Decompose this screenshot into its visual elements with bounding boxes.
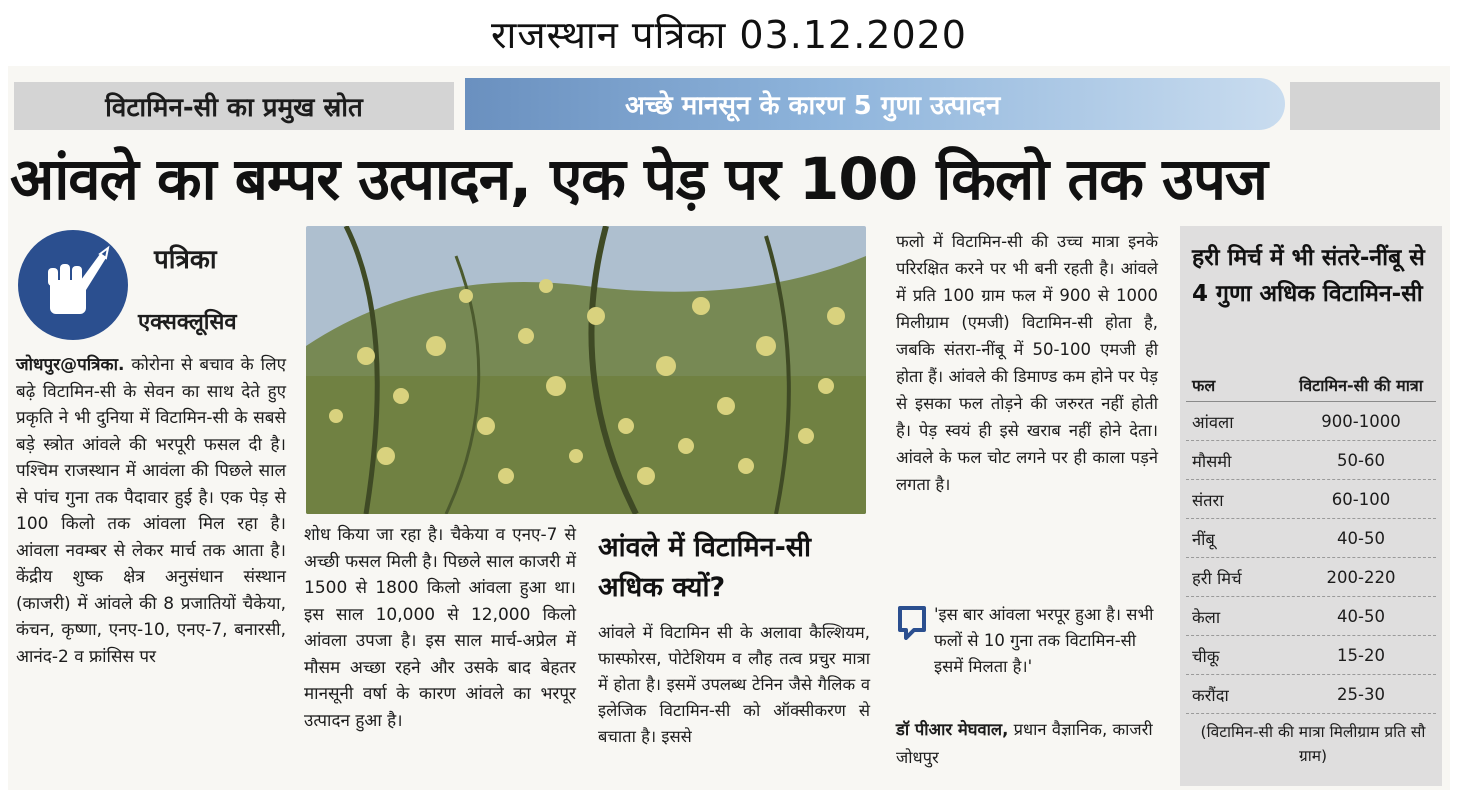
vitamin-c-table: [1186, 368, 1436, 714]
table-row: [1186, 441, 1436, 480]
box-text: आंवले में विटामिन सी के अलावा कैल्शियम, फास्फोरस, पोटेशियम व लौह तत्व प्रचुर मात्रा में होता है। इसमें उपलब्ध टेनिन जैसे गैलिक व इलेजिक विटामिन-सी को ऑक्सीकरण से बचाता है। इससे: [598, 623, 870, 746]
fruit-name: केला: [1192, 607, 1221, 627]
article-text-1: कोरोना से बचाव के लिए बढ़े विटामिन-सी के सेवन का साथ देते हुए प्रकृति ने भी दुनिया में विटामिन-सी के सबसे बड़े स्त्रोत आंवले की भरपूरी फसल दी है। पश्चिम राजस्थान में आवंला की पिछले साल से पांच गुना तक पैदावार हुई है। एक पेड़ से 100 किलो तक आंवला मिल रहा है। आंवला नवम्बर से लेकर मार्च तक आता है। केंद्रीय शुष्क क्षेत्र अनुसंधान संस्थान (काजरी) में आंवले की 8 प्रजातियों चैकेया, कंचन, कृष्णा, एनए-10, एनए-7, बनारसी, आनंद-2 व फ्रांसिस पर: [16, 355, 286, 667]
vitamin-amount: 25-30: [1337, 684, 1385, 704]
expert-quote: 'इस बार आंवला भरपूर हुआ है। सभी फलों से 10 गुना तक विटामिन-सी इसमें मिलता है।': [934, 605, 1154, 676]
table-row: [1186, 675, 1436, 714]
box-heading: आंवले में विटामिन-सी अधिक क्यों?: [598, 532, 812, 603]
vitamin-c-sidebar: [1180, 226, 1442, 786]
fruit-name: चीकू: [1192, 646, 1220, 666]
headline: आंवले का बम्पर उत्पादन, एक पेड़ पर 100 किलो तक उपज: [10, 145, 1267, 213]
dateline: जोधपुर@पत्रिका.: [16, 355, 125, 375]
header-fruit: फल: [1192, 375, 1216, 395]
byline-role: प्रधान वैज्ञानिक, काजरी जोधपुर: [896, 720, 1153, 767]
vitamin-amount: 40-50: [1337, 528, 1385, 548]
table-row: [1186, 636, 1436, 675]
article-column-1: [16, 352, 286, 787]
byline-name: डॉ पीआर मेघवाल,: [896, 720, 1009, 739]
kicker-stub: [1290, 82, 1440, 130]
table-row: [1186, 558, 1436, 597]
table-row: [1186, 519, 1436, 558]
kicker-right: अच्छे मानसून के कारण 5 गुणा उत्पादन: [465, 78, 1285, 130]
fruit-name: आंवला: [1192, 412, 1234, 432]
table-row: [1186, 597, 1436, 636]
exclusive-badge: [14, 226, 284, 346]
vitamin-amount: 60-100: [1331, 489, 1391, 509]
vitamin-amount: 200-220: [1326, 567, 1396, 587]
quote-icon: [896, 604, 928, 640]
article-column-4: फलो में विटामिन-सी की उच्च मात्रा इनके परिरक्षित करने पर भी बनी रहती है। आंवले में प्रति 100 ग्राम फल में 900 से 1000 मिलीग्राम (एमजी) विटामिन-सी होता है, जबकि संतरा-नींबू में 50-100 एमजी ही होता हैं। आंवले की डिमाण्ड कम होने पर पेड़ से इसका फल तोड़ने की जरुरत नहीं होती है। पेड़ स्वयं ही इसे खराब नहीं होने देता। आंवले के फल चोट लगने पर ही काला पड़ने लगता है।: [896, 232, 1158, 494]
vitamin-amount: 40-50: [1337, 606, 1385, 626]
vitamin-amount: 15-20: [1337, 645, 1385, 665]
table-note: (विटामिन-सी की मात्रा मिलीग्राम प्रति सौ ग्राम): [1200, 723, 1426, 765]
amla-tree-photo: [306, 226, 866, 514]
table-row: [1186, 480, 1436, 519]
fruit-name: हरी मिर्च: [1192, 568, 1242, 588]
article-column-2: शोध किया जा रहा है। चैकेया व एनए-7 से अच्छी फसल मिली है। पिछले साल काजरी में 1500 से 1800 किलो आंवला हुआ था। इस साल 10,000 से 12,000 किलो आंवला उपजा है। इस साल मार्च-अप्रेल में मौसम अच्छा रहने और उसके बाद बेहतर मानसूनी वर्षा के कारण आंवले का भरपूर उत्पादन हुआ है।: [304, 525, 577, 731]
fruit-name: नींबू: [1192, 529, 1215, 549]
fist-pen-logo-icon: [18, 230, 128, 340]
fruit-name: संतरा: [1192, 490, 1224, 510]
quote-byline: [896, 716, 1158, 776]
fruit-name: मौसमी: [1192, 451, 1232, 471]
vitamin-amount: 900-1000: [1321, 411, 1401, 431]
sidebar-title: हरी मिर्च में भी संतरे-नींबू से 4 गुणा अधिक विटामिन-सी: [1192, 245, 1425, 307]
kicker-left: विटामिन-सी का प्रमुख स्रोत: [14, 82, 454, 130]
badge-brand: पत्रिका: [154, 245, 217, 275]
vitamin-amount: 50-60: [1337, 450, 1385, 470]
masthead: राजस्थान पत्रिका 03.12.2020: [491, 13, 967, 57]
fruit-name: करौंदा: [1192, 685, 1229, 705]
badge-label: एक्सक्लूसिव: [138, 310, 237, 335]
table-header: [1186, 368, 1436, 402]
table-row: [1186, 402, 1436, 441]
header-amount: विटामिन-सी की मात्रा: [1299, 375, 1423, 395]
